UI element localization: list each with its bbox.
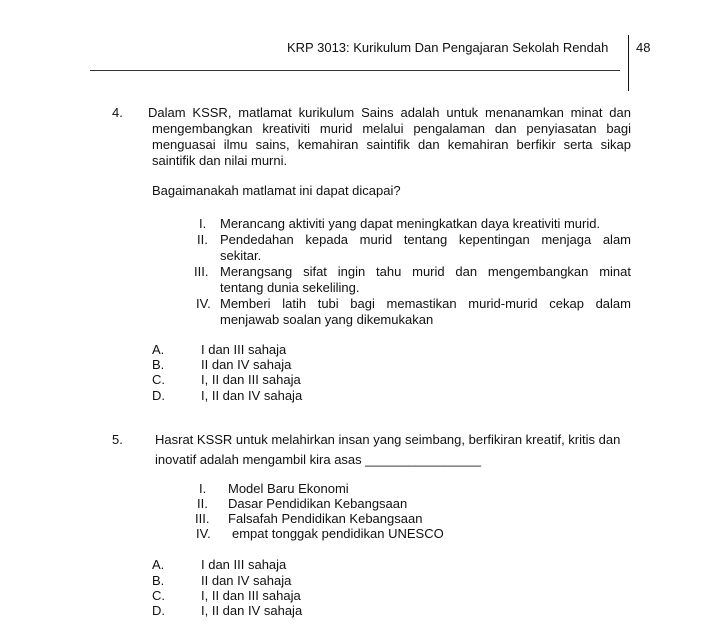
q5-item-text: Model Baru Ekonomi	[228, 481, 349, 496]
q4-item-text: Pendedahan kepada murid tentang kepentingan menjaga alam	[220, 232, 631, 247]
q5-item-num: II.	[197, 496, 208, 511]
q5-item-text: Dasar Pendidikan Kebangsaan	[228, 496, 408, 511]
q4-item-text: Memberi latih tubi bagi memastikan murid-murid cekap dalam	[220, 296, 631, 311]
question-5-stem-line-2: inovatif adalah mengambil kira asas ________________	[155, 452, 481, 467]
q5-item-num: I.	[199, 481, 207, 496]
q4-option-letter: C.	[152, 372, 165, 387]
header-divider	[628, 35, 629, 91]
q4-item-num: II.	[197, 232, 208, 247]
q5-item-text: empat tonggak pendidikan UNESCO	[232, 526, 444, 541]
question-5-stem-line-1: Hasrat KSSR untuk melahirkan insan yang seimbang, berfikiran kreatif, kritis dan	[155, 432, 621, 447]
page-header-title: KRP 3013: Kurikulum Dan Pengajaran Sekolah Rendah	[287, 40, 609, 55]
q5-option-letter: C.	[152, 588, 165, 603]
q4-option-letter: A.	[152, 342, 165, 357]
q4-option-letter: D.	[152, 388, 165, 403]
question-4-stem-line-3: menguasai ilmu sains, kemahiran saintifik dan kemahiran berfikir serta sikap	[152, 137, 631, 152]
q5-option-text: I dan III sahaja	[201, 557, 287, 572]
q4-option-text: I dan III sahaja	[201, 342, 287, 357]
q5-option-letter: D.	[152, 603, 165, 618]
question-4-stem-line-4: saintifik dan nilai murni.	[152, 153, 288, 168]
question-4-stem-line-1: Dalam KSSR, matlamat kurikulum Sains adalah untuk menanamkan minat dan	[148, 105, 631, 120]
q4-item-num: IV.	[196, 296, 211, 311]
q5-item-num: IV.	[196, 526, 211, 541]
q5-option-text: I, II dan IV sahaja	[201, 603, 303, 618]
q5-option-letter: B.	[152, 573, 165, 588]
q5-option-text: II dan IV sahaja	[201, 573, 292, 588]
question-4-prompt: Bagaimanakah matlamat ini dapat dicapai?	[152, 183, 401, 198]
question-5-number: 5.	[112, 432, 123, 447]
q4-item-text: Merangsang sifat ingin tahu murid dan mengembangkan minat	[220, 264, 631, 279]
q4-option-letter: B.	[152, 357, 165, 372]
page-number: 48	[636, 40, 651, 55]
q5-item-text: Falsafah Pendidikan Kebangsaan	[228, 511, 423, 526]
q4-item-text-cont: tentang dunia sekeliling.	[220, 280, 360, 295]
q4-option-text: II dan IV sahaja	[201, 357, 292, 372]
q4-item-text: Merancang aktiviti yang dapat meningkatkan daya kreativiti murid.	[220, 216, 601, 231]
q5-item-num: III.	[195, 511, 210, 526]
q4-item-num: I.	[199, 216, 207, 231]
header-rule	[90, 70, 620, 71]
q4-item-text-cont: sekitar.	[220, 248, 262, 263]
question-4-number: 4.	[112, 105, 123, 120]
q5-option-text: I, II dan III sahaja	[201, 588, 301, 603]
q4-item-text-cont: menjawab soalan yang dikemukakan	[220, 312, 434, 327]
q4-option-text: I, II dan III sahaja	[201, 372, 301, 387]
question-4-stem-line-2: mengembangkan kreativiti murid melalui pengalaman dan penyiasatan bagi	[152, 121, 631, 136]
q4-item-num: III.	[194, 264, 209, 279]
q4-option-text: I, II dan IV sahaja	[201, 388, 303, 403]
q5-option-letter: A.	[152, 557, 165, 572]
